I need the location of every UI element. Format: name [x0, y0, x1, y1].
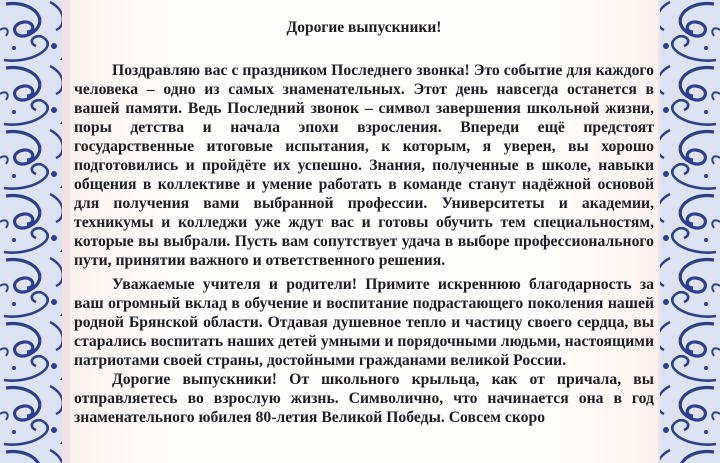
left-ornament-border	[0, 0, 70, 463]
paragraph-graduation-greeting: Поздравляю вас с праздником Последнего звонка! Это событие для каждого человека – одно из самых знаменательных. Этот день навсегда останется в вашей памяти. Ведь Последний звонок – символ завершения школьной жизни, поры детства и начала эпохи взросления. Впереди ещё предстоят государственные итоговые испытания, к которым, я уверен, вы хорошо подготовились и пройдёте их успешно. Знания, полученные в школе, навыки общения в коллективе и умение работать в команде станут надёжной основой для получения вами выбранной профессии. Университеты и академии, техникумы и колледжи уже ждут вас и готовы обучить тем специальностям, которые вы выбрали. Пусть вам сопутствует удача в выборе профессионального пути, принятии важного и ответственного решения.	[74, 62, 654, 270]
letter-title: Дорогие выпускники!	[286, 19, 442, 36]
letter-page	[70, 0, 658, 463]
right-ornament-border	[650, 0, 720, 463]
letter-body	[74, 61, 654, 427]
paragraph-teachers-parents: Уважаемые учителя и родители! Примите искреннюю благодарность за ваш огромный вклад в обучение и воспитание подрастающего поколения нашей родной Брянской области. Отдавая душевное тепло и частицу своего сердца, вы старались воспитать наших детей умными и порядочными людьми, настоящими патриотами своей страны, достойными гражданами великой России.	[74, 275, 654, 369]
paragraph-graduates-farewell: Дорогие выпускники! От школьного крыльца, как от причала, вы отправляетесь во взрослую жизнь. Символично, что начинается она в год знаменательного юбилея 80-летия Великой Победы. Совсем скоро	[74, 370, 654, 426]
